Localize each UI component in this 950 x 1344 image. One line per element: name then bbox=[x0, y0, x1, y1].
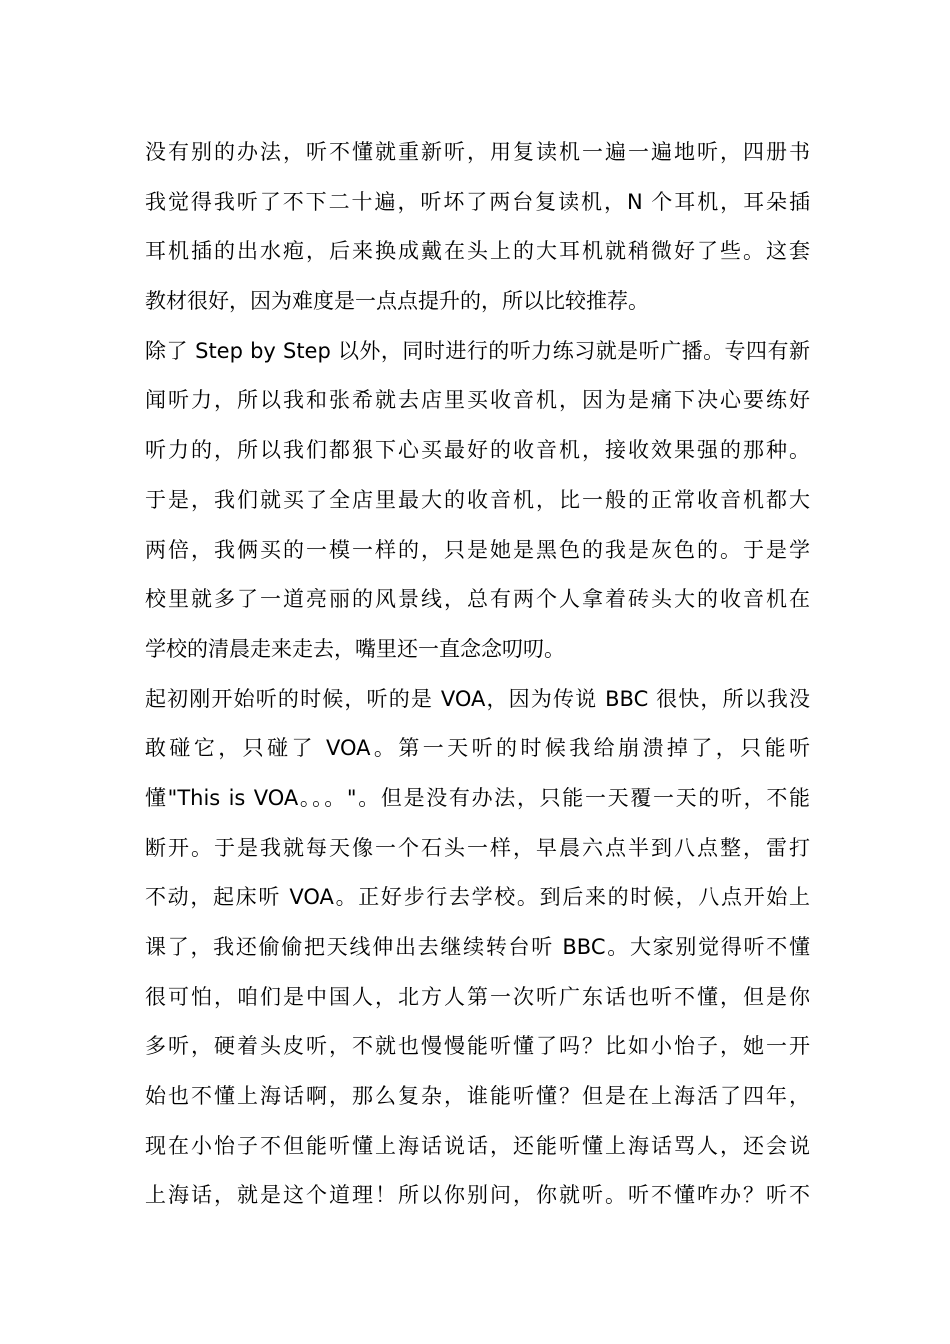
text-line: 起初刚开始听的时候，听的是 VOA，因为传说 BBC 很快，所以我没 bbox=[145, 686, 810, 711]
text-line: 学校的清晨走来走去，嘴里还一直念念叨叨。 bbox=[145, 636, 565, 661]
text-line: 断开。于是我就每天像一个石头一样，早晨六点半到八点整，雷打 bbox=[145, 835, 810, 860]
text-line: 听力的，所以我们都狠下心买最好的收音机，接收效果强的那种。 bbox=[145, 438, 810, 463]
text-line: 多听，硬着头皮听，不就也慢慢能听懂了吗？比如小怡子，她一开 bbox=[145, 1034, 810, 1059]
text-line: 上海话，就是这个道理！所以你别问，你就听。听不懂咋办？听不 bbox=[145, 1183, 810, 1208]
text-line: 敢碰它，只碰了 VOA。第一天听的时候我给崩溃掉了，只能听 bbox=[145, 736, 810, 761]
text-line: 我觉得我听了不下二十遍，听坏了两台复读机，N 个耳机，耳朵插 bbox=[145, 189, 810, 214]
text-line: 不动，起床听 VOA。正好步行去学校。到后来的时候，八点开始上 bbox=[145, 885, 810, 910]
text-line: 闻听力，所以我和张希就去店里买收音机，因为是痛下决心要练好 bbox=[145, 388, 810, 413]
text-line: 耳机插的出水疱，后来换成戴在头上的大耳机就稍微好了些。这套 bbox=[145, 239, 810, 264]
text-line: 课了，我还偷偷把天线伸出去继续转台听 BBC。大家别觉得听不懂 bbox=[145, 935, 810, 959]
text-line: 两倍，我俩买的一模一样的，只是她是黑色的我是灰色的。于是学 bbox=[145, 537, 810, 562]
text-line: 教材很好，因为难度是一点点提升的，所以比较推荐。 bbox=[145, 289, 649, 314]
text-line: 除了 Step by Step 以外，同时进行的听力练习就是听广播。专四有新 bbox=[145, 338, 810, 363]
text-line: 现在小怡子不但能听懂上海话说话，还能听懂上海话骂人，还会说 bbox=[145, 1133, 810, 1158]
text-line: 没有别的办法，听不懂就重新听，用复读机一遍一遍地听，四册书 bbox=[145, 140, 810, 164]
text-line: 始也不懂上海话啊，那么复杂，谁能听懂？但是在上海活了四年， bbox=[145, 1084, 810, 1109]
text-line: 校里就多了一道亮丽的风景线，总有两个人拿着砖头大的收音机在 bbox=[145, 587, 810, 612]
text-line: 于是，我们就买了全店里最大的收音机，比一般的正常收音机都大 bbox=[145, 487, 810, 512]
text-line: 很可怕，咱们是中国人，北方人第一次听广东话也听不懂，但是你 bbox=[145, 984, 810, 1009]
body-text bbox=[145, 128, 810, 1221]
text-line: 懂"This is VOA。。。"。但是没有办法，只能一天覆一天的听，不能 bbox=[145, 785, 810, 810]
